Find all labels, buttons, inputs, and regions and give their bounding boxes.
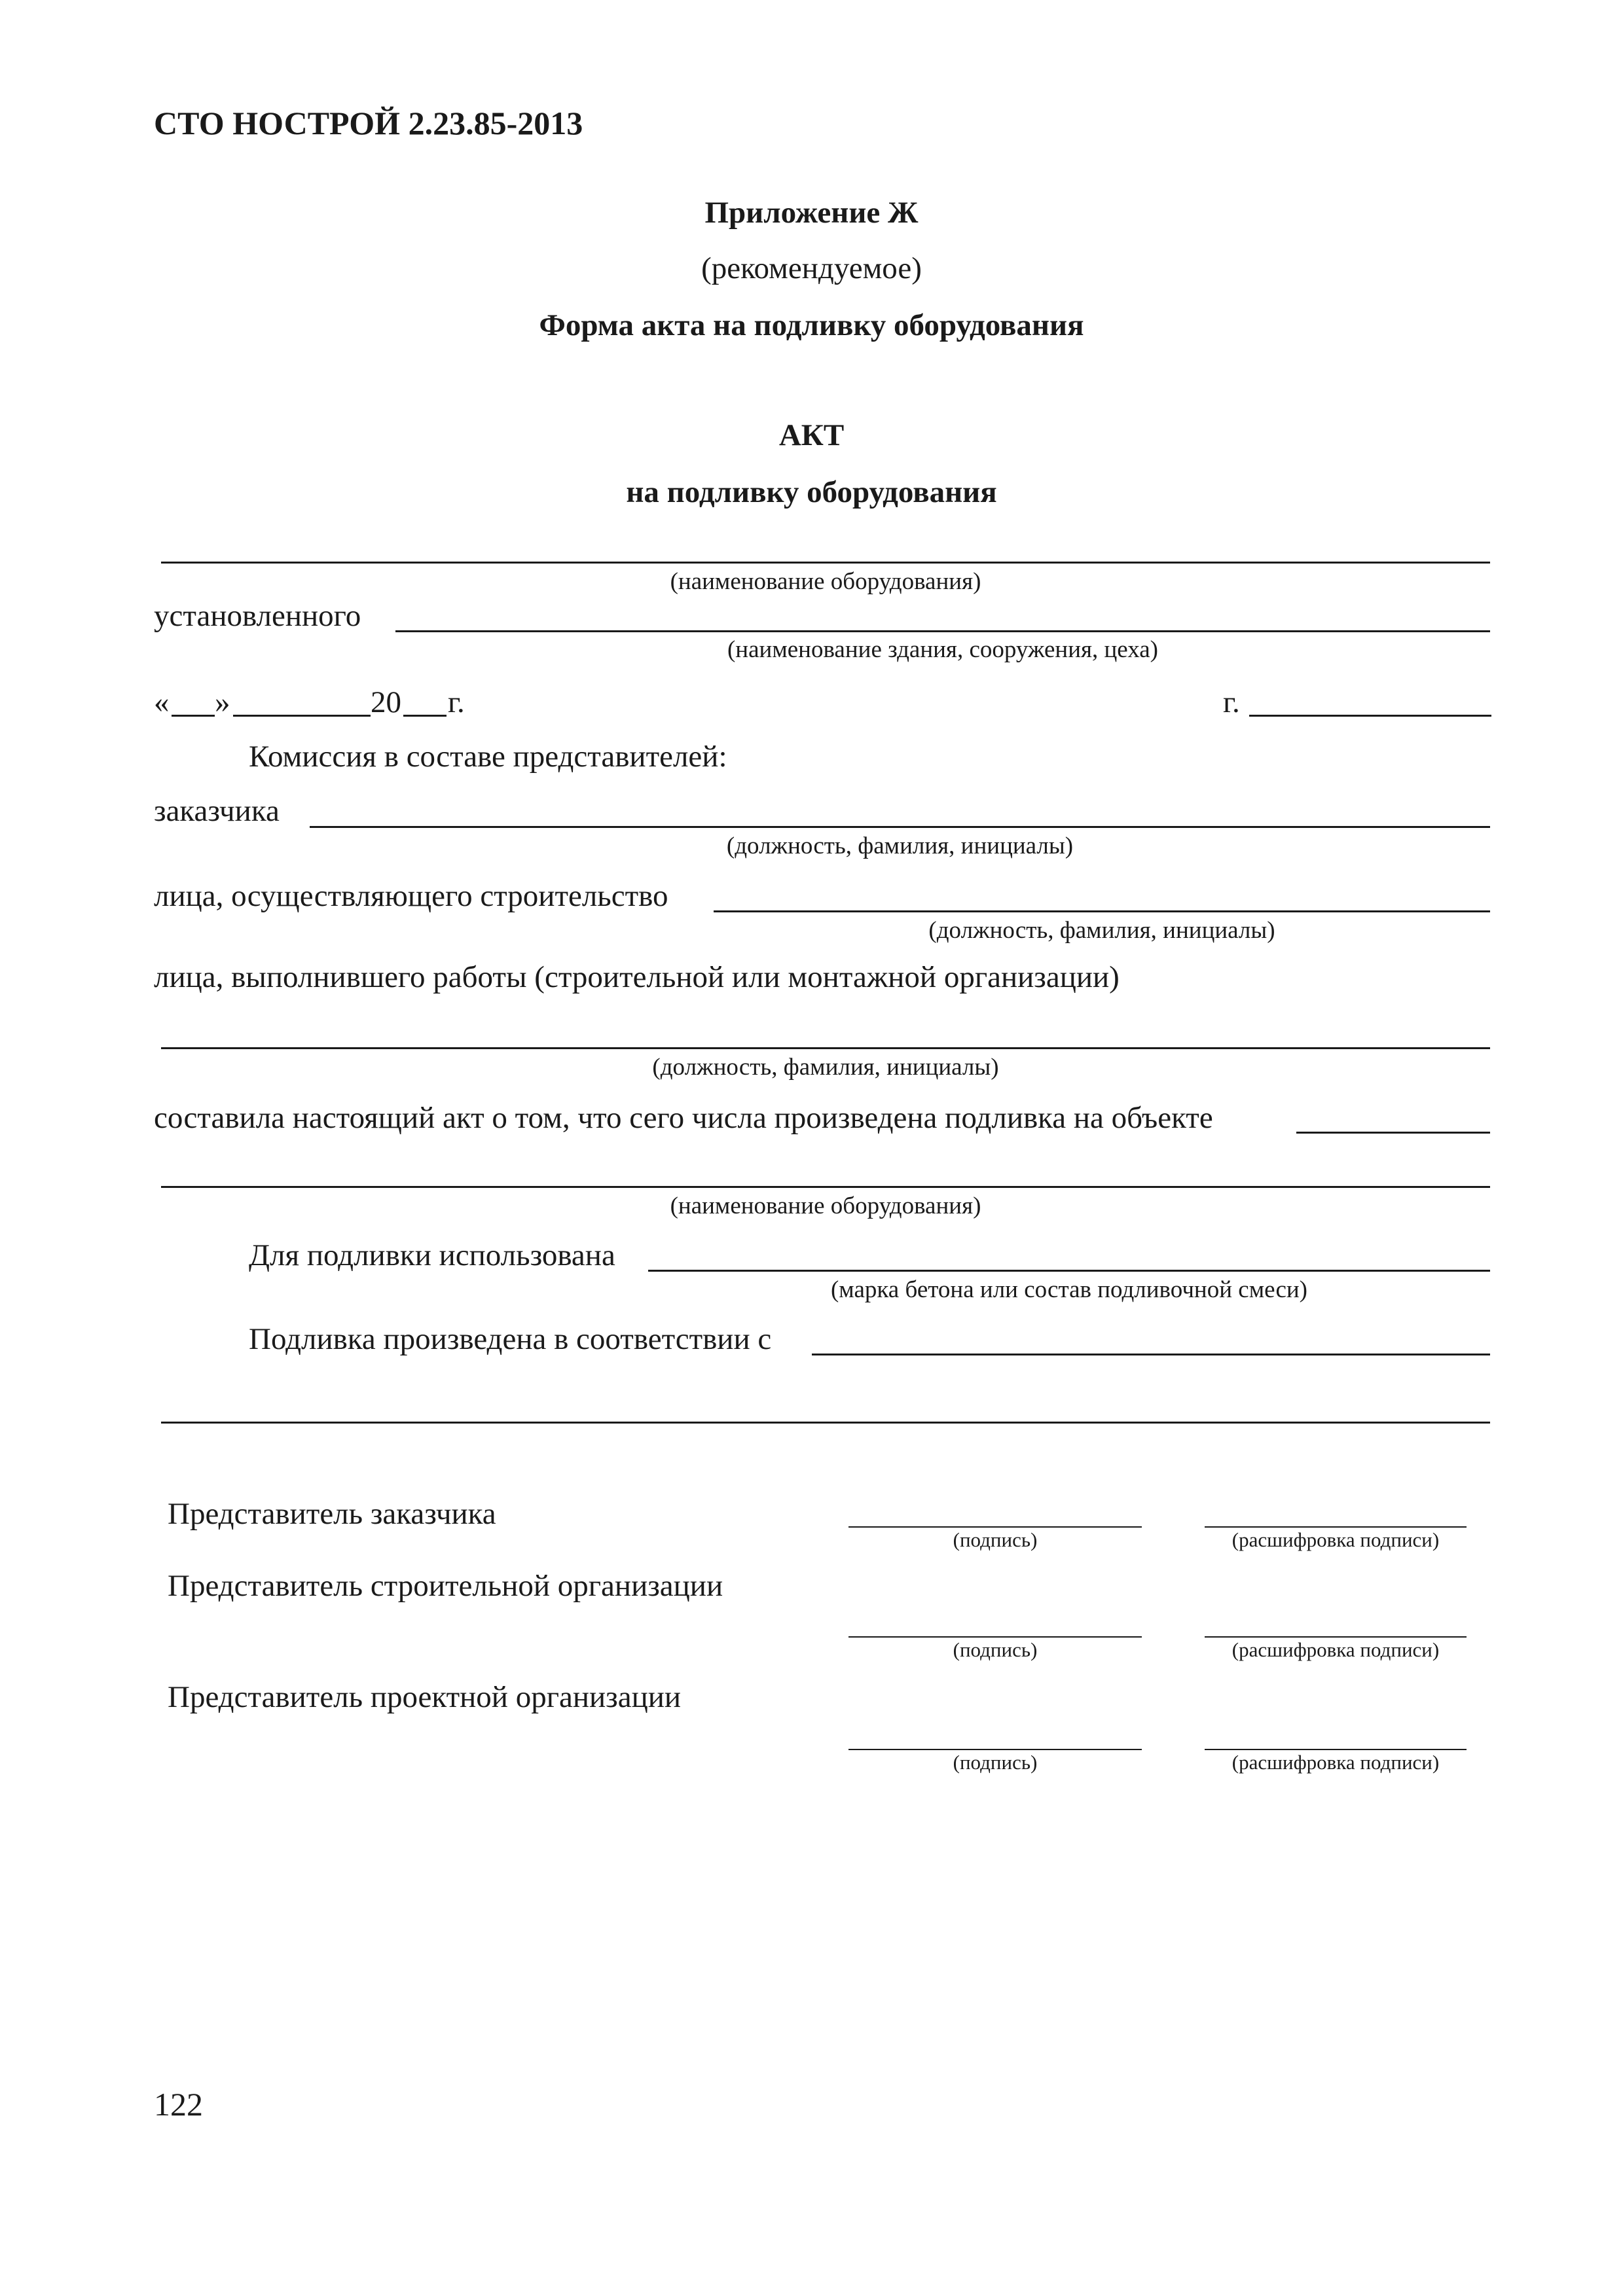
name-line-construction[interactable] (1205, 1636, 1467, 1638)
signature-line-construction[interactable] (848, 1636, 1142, 1638)
performer-line[interactable] (161, 1047, 1490, 1049)
date-year-prefix: 20 (371, 685, 401, 719)
compliance-label: Подливка произведена в соответствии с (249, 1322, 772, 1356)
city-label: г. (1223, 685, 1240, 719)
building-caption: (наименование здания, сооружения, цеха) (727, 636, 1159, 663)
object-short-line[interactable] (1296, 1132, 1490, 1134)
equipment-name-line[interactable] (161, 562, 1490, 564)
act-title: АКТ (778, 418, 845, 452)
date-close-quote: » (215, 685, 230, 719)
material-caption: (марка бетона или состав подливочной смеси) (830, 1276, 1308, 1303)
city-line[interactable] (1249, 715, 1491, 717)
signature-line-design[interactable] (848, 1749, 1142, 1750)
equipment-caption: (наименование оборудования) (670, 568, 981, 595)
name-caption-design: (расшифровка подписи) (1231, 1751, 1440, 1774)
signature-role-design: Представитель проектной организации (168, 1680, 682, 1714)
date-year-suffix: г. (448, 685, 465, 719)
document-code: СТО НОСТРОЙ 2.23.85-2013 (154, 105, 583, 141)
builder-label: лица, осуществляющего строительство (154, 879, 668, 913)
builder-line[interactable] (714, 910, 1490, 912)
performer-caption: (должность, фамилия, инициалы) (652, 1054, 999, 1081)
signature-caption-construction: (подпись) (953, 1638, 1038, 1661)
signature-caption-design: (подпись) (953, 1751, 1038, 1774)
name-line-design[interactable] (1205, 1749, 1467, 1750)
customer-label: заказчика (154, 794, 280, 828)
act-subject: на подливку оборудования (626, 475, 997, 509)
builder-caption: (должность, фамилия, инициалы) (928, 917, 1275, 944)
building-name-line[interactable] (395, 630, 1490, 632)
signature-caption-customer: (подпись) (953, 1528, 1038, 1551)
compliance-line[interactable] (812, 1354, 1490, 1355)
date-open-quote: « (154, 685, 170, 719)
material-line[interactable] (648, 1270, 1490, 1272)
compliance-continuation-line[interactable] (161, 1422, 1490, 1424)
name-line-customer[interactable] (1205, 1526, 1467, 1528)
signature-line-customer[interactable] (848, 1526, 1142, 1528)
page-number: 122 (154, 2086, 203, 2123)
material-label: Для подливки использована (249, 1238, 615, 1272)
form-title: Форма акта на подливку оборудования (539, 308, 1084, 342)
customer-caption: (должность, фамилия, инициалы) (726, 833, 1074, 859)
object-line[interactable] (161, 1186, 1490, 1188)
customer-line[interactable] (310, 826, 1490, 828)
object-caption: (наименование оборудования) (670, 1193, 981, 1219)
performer-label: лица, выполнившего работы (строительной или монтажной организации) (154, 960, 1120, 994)
signature-role-customer: Представитель заказчика (168, 1497, 496, 1531)
name-caption-customer: (расшифровка подписи) (1231, 1528, 1440, 1551)
statement-text: составила настоящий акт о том, что сего числа произведена подливка на объекте (154, 1101, 1213, 1135)
appendix-title: Приложение Ж (704, 196, 919, 230)
installed-label: установленного (154, 599, 361, 633)
signature-role-construction: Представитель строительной организации (168, 1569, 723, 1603)
date-day-line[interactable] (172, 715, 215, 717)
commission-text: Комиссия в составе представителей: (249, 740, 727, 774)
date-month-line[interactable] (233, 715, 371, 717)
appendix-status: (рекомендуемое) (701, 251, 922, 285)
name-caption-construction: (расшифровка подписи) (1231, 1638, 1440, 1661)
date-year-line[interactable] (403, 715, 447, 717)
